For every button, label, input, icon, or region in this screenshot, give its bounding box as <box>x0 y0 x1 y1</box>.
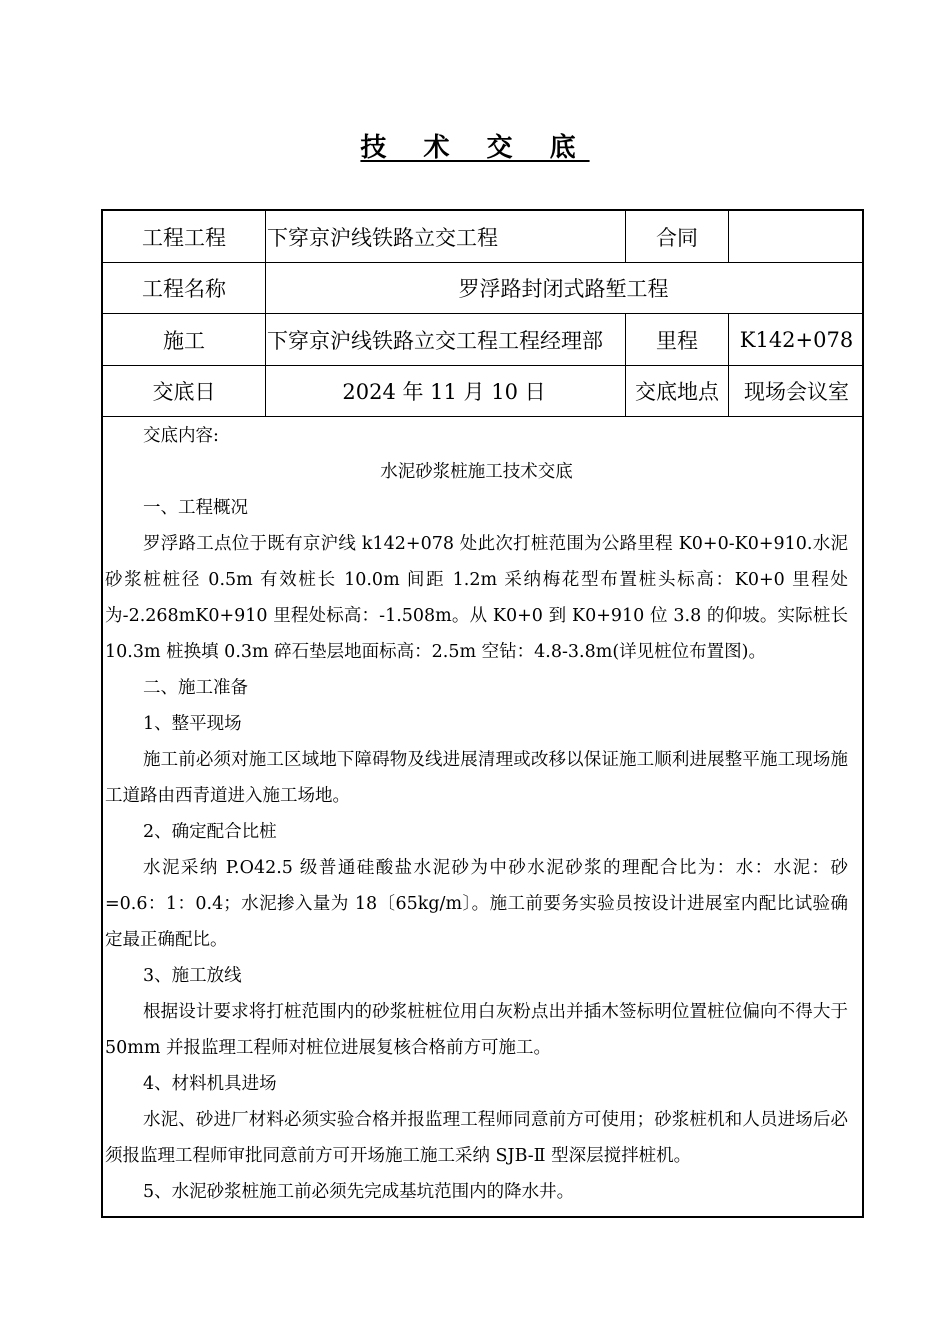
paragraph: 水泥、砂进厂材料必须实验合格并报监理工程师同意前方可使用；砂浆桩机和人员进场后必须报监理工程师审批同意前方可开场施工施工采纳 SJB-Ⅱ 型深层搅拌桩机。 <box>105 1110 848 1166</box>
construction-value: 下穿京沪线铁路立交工程工程经理部 <box>267 328 603 353</box>
contract-value <box>729 211 864 262</box>
row-divider <box>103 416 862 417</box>
disclosure-content <box>103 418 862 1210</box>
date-label: 交底日 <box>152 380 216 404</box>
location-label: 交底地点 <box>635 380 719 404</box>
subsection-heading: 4、材料机具进场 <box>143 1074 277 1094</box>
section-heading: 一、工程概况 <box>143 498 248 518</box>
mileage-label: 里程 <box>656 328 698 353</box>
project-name-label: 工程名称 <box>142 277 226 301</box>
project-label: 工程工程 <box>142 225 226 250</box>
disclosure-table <box>101 209 864 1218</box>
section-heading: 二、施工准备 <box>143 678 248 698</box>
paragraph: 罗浮路工点位于既有京沪线 k142+078 处此次打桩范围为公路里程 K0+0-K0+910.水泥砂浆桩桩径 0.5m 有效桩长 10.0m 间距 1.2m 采纳梅花型布置桩头标高：K0+0 里程处为-2.268mK0+910 里程处标高：-1.508m。从 K0+0 到 K0+910 位 3.8 的仰坡。实际桩长 10.3m 桩换填 0.3m 碎石垫层地面标高：2.5m 空钻：4.8-3.8m(详见桩位布置图)。 <box>105 534 848 662</box>
paragraph: 施工前必须对施工区域地下障碍物及线进展清理或改移以保证施工顺利进展整平施工现场施工道路由西青道进入施工场地。 <box>105 750 848 806</box>
subsection-heading: 1、整平现场 <box>143 714 242 734</box>
content-heading: 水泥砂浆桩施工技术交底 <box>380 462 573 482</box>
paragraph: 水泥采纳 P.O42.5 级普通硅酸盐水泥砂为中砂水泥砂浆的理配合比为：水：水泥：砂=0.6：1：0.4；水泥掺入量为 18〔65kg/m〕。施工前要务实验员按设计进展室内配比试验确定最正确配比。 <box>105 858 848 950</box>
project-value: 下穿京沪线铁路立交工程 <box>267 225 498 250</box>
subsection-heading: 2、确定配合比桩 <box>143 822 277 842</box>
contract-label: 合同 <box>656 225 698 250</box>
subsection-heading: 3、施工放线 <box>143 966 242 986</box>
paragraph: 根据设计要求将打桩范围内的砂浆桩桩位用白灰粉点出并插木签标明位置桩位偏向不得大于 50mm 并报监理工程师对桩位进展复核合格前方可施工。 <box>105 1002 848 1058</box>
construction-label: 施工 <box>163 328 205 353</box>
project-name-value: 罗浮路封闭式路堑工程 <box>458 277 669 301</box>
document-title: 技 术 交 底 <box>360 133 590 163</box>
subsection-heading: 5、水泥砂浆桩施工前必须先完成基坑范围内的降水井。 <box>143 1182 575 1202</box>
location-value: 现场会议室 <box>744 380 849 404</box>
date-value: 2024 年 11 月 10 日 <box>342 380 546 404</box>
mileage-value: K142+078 <box>739 327 854 352</box>
content-intro: 交底内容: <box>143 426 219 446</box>
